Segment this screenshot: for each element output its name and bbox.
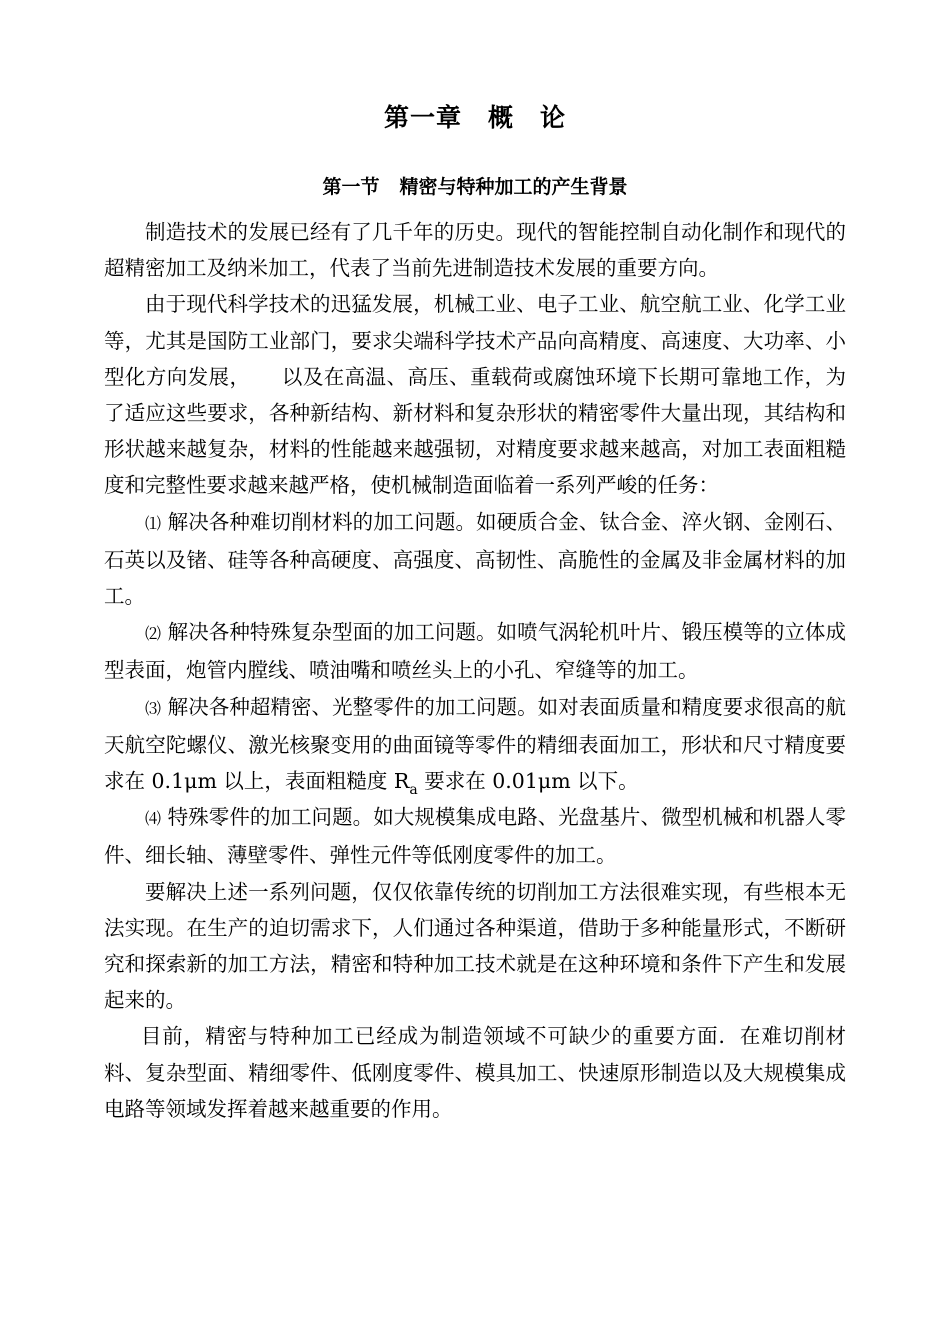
task-body: 。如喷气涡轮机叶片、锻压模等的立体成型表面，炮管内膛线、喷油嘴和喷丝头上的小孔、窄缝等的加工。: [104, 620, 846, 683]
task-body-end: 要求在 0.01μm 以下。: [417, 769, 639, 794]
task-item-3: [104, 689, 846, 800]
roughness-subscript: a: [409, 782, 418, 799]
section-title: [104, 172, 846, 202]
paragraph-solution: 要解决上述一系列问题，仅仅依靠传统的切削加工方法很难实现，有些根本无法实现。在生产的迫切需求下，人们通过各种渠道，借助于多种能量形式，不断研究和探索新的加工方法，精密和特种加工技术就是在这种环境和条件下产生和发展起来的。: [104, 879, 846, 1013]
task-body: 。如对表面质量和精度要求很高的航天航空陀螺仪、激光核聚变用的曲面镜等零件的精细表面加工，形状和尺寸精度要求在 0.1μm 以上，表面粗糙度 R: [104, 694, 846, 794]
section-label: 第一节: [322, 176, 380, 198]
task-item-4: [104, 799, 846, 873]
paragraph-current: 目前，精密与特种加工已经成为制造领域不可缺少的重要方面．在难切削材料、复杂型面、精细零件、低刚度零件、模具加工、快速原形制造以及大规模集成电路等领域发挥着越来越重要的作用。: [104, 1024, 846, 1121]
task-item-2: [104, 614, 846, 688]
task-number: ⑴: [145, 513, 162, 533]
paragraph-intro: 制造技术的发展已经有了几千年的历史。现代的智能控制自动化制作和现代的超精密加工及纳米加工，代表了当前先进制造技术发展的重要方向。: [104, 220, 846, 281]
paragraph-background: [104, 286, 846, 503]
paragraph-background-emphasis: 使机械制造面临着一系列严峻的任务：: [370, 473, 719, 498]
section-name: 精密与特种加工的产生背景: [399, 176, 628, 198]
task-item-1: [104, 504, 846, 615]
task-number: ⑶: [145, 698, 162, 718]
task-heading: 解决各种特殊复杂型面的加工问题: [167, 620, 477, 645]
chapter-number: 第一章: [383, 103, 462, 132]
chapter-name: 概 论: [488, 103, 567, 132]
paragraph-background-text: 由于现代科学技术的迅猛发展，机械工业、电子工业、航空航工业、化学工业等，尤其是国防工业部门，要求尖端科学技术产品向高精度、高速度、大功率、小型化方向发展， 以及在高温、高压、重载荷或腐蚀环境下长期可靠地工作，为了适应这些要求，各种新结构、新材料和复杂形状的精密零件大量出现，其结构和形状越来越复杂，材料的性能越来越强韧，对精度要求越来越高，对加工表面粗糙度和完整性要求越来越严格，: [104, 292, 846, 498]
task-number: ⑵: [145, 624, 162, 644]
task-body: 。如大规模集成电路、光盘基片、微型机械和机器人零件、细长轴、薄壁零件、弹性元件等低刚度零件的加工。: [104, 805, 846, 868]
task-heading: 解决各种难切削材料的加工问题: [167, 509, 456, 534]
task-body: 。如硬质合金、钛合金、淬火钢、金刚石、石英以及锗、硅等各种高硬度、高强度、高韧性、高脆性的金属及非金属材料的加工。: [104, 509, 846, 609]
chapter-title: [104, 98, 846, 138]
task-heading: 解决各种超精密、光整零件的加工问题: [167, 694, 518, 719]
task-number: ⑷: [145, 809, 162, 829]
task-heading: 特殊零件的加工问题: [167, 805, 353, 830]
